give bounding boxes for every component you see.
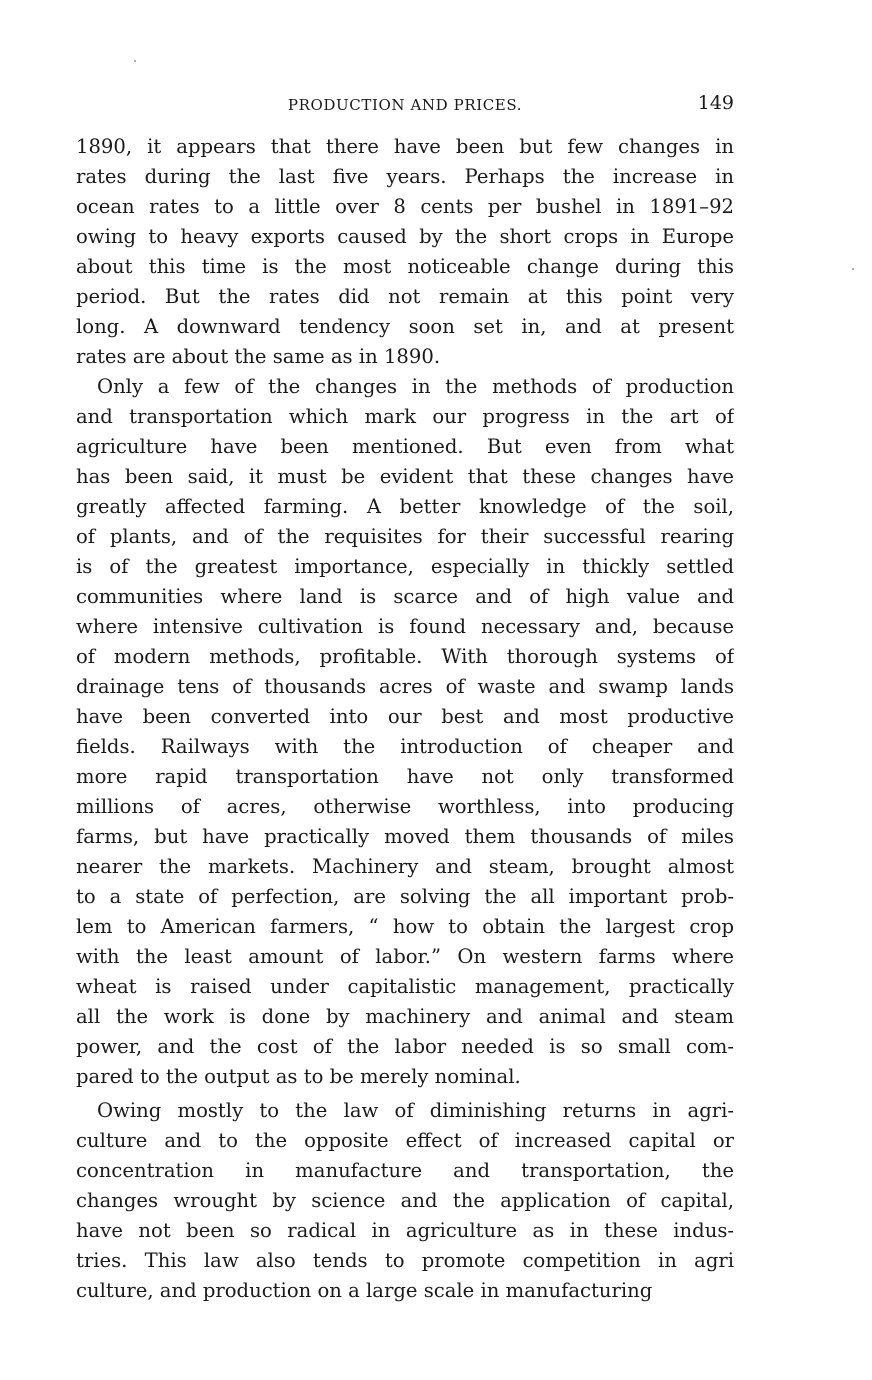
text-line: with the least amount of labor.” On western farms where — [76, 945, 734, 968]
text-line: of plants, and of the requisites for their successful rearing — [76, 525, 734, 548]
text-line: more rapid transportation have not only transformed — [76, 765, 734, 788]
text-line: owing to heavy exports caused by the short crops in Europe — [76, 225, 734, 248]
text-line: wheat is raised under capitalistic management, practically — [76, 975, 734, 998]
text-line: fields. Railways with the introduction of cheaper and — [76, 735, 734, 758]
text-line: Owing mostly to the law of diminishing returns in agri- — [97, 1099, 734, 1122]
paragraph-2 — [76, 372, 734, 1092]
text-line: pared to the output as to be merely nominal. — [76, 1065, 521, 1088]
running-title: PRODUCTION AND PRICES. — [287, 96, 523, 114]
text-line: concentration in manufacture and transportation, the — [76, 1159, 734, 1182]
text-line: Only a few of the changes in the methods of production — [97, 375, 734, 398]
text-line: has been said, it must be evident that these changes have — [76, 465, 734, 488]
text-line: communities where land is scarce and of high value and — [76, 585, 734, 608]
text-line: tries. This law also tends to promote competition in agri — [76, 1249, 734, 1272]
text-line: ocean rates to a little over 8 cents per bushel in 1891–92 — [76, 195, 734, 218]
text-line: rates during the last five years. Perhaps the increase in — [76, 165, 734, 188]
text-line: long. A downward tendency soon set in, and at present — [76, 315, 734, 338]
text-line: agriculture have been mentioned. But even from what — [76, 435, 734, 458]
running-header — [76, 92, 734, 116]
text-line: period. But the rates did not remain at this point very — [76, 285, 734, 308]
text-line: about this time is the most noticeable change during this — [76, 255, 734, 278]
text-line: and transportation which mark our progress in the art of — [76, 405, 734, 428]
text-line: all the work is done by machinery and animal and steam — [76, 1005, 734, 1028]
text-line: drainage tens of thousands acres of waste and swamp lands — [76, 675, 734, 698]
text-line: millions of acres, otherwise worthless, into producing — [76, 795, 734, 818]
text-line: to a state of perfection, are solving the all important prob- — [76, 885, 734, 908]
paper-speck — [852, 268, 854, 270]
text-line: power, and the cost of the labor needed is so small com- — [76, 1035, 734, 1058]
text-line: farms, but have practically moved them thousands of miles — [76, 825, 734, 848]
text-line: 1890, it appears that there have been but few changes in — [76, 135, 734, 158]
text-line: of modern methods, profitable. With thorough systems of — [76, 645, 734, 668]
text-line: is of the greatest importance, especially in thickly settled — [76, 555, 734, 578]
page-number: 149 — [697, 92, 734, 114]
text-line: changes wrought by science and the application of capital, — [76, 1189, 734, 1212]
paragraph-3 — [76, 1096, 734, 1306]
text-line: have been converted into our best and most productive — [76, 705, 734, 728]
text-line: where intensive cultivation is found necessary and, because — [76, 615, 734, 638]
text-line: rates are about the same as in 1890. — [76, 345, 441, 368]
text-line: greatly affected farming. A better knowledge of the soil, — [76, 495, 734, 518]
text-line: culture and to the opposite effect of increased capital or — [76, 1129, 734, 1152]
text-line: culture, and production on a large scale in manufacturing — [76, 1279, 653, 1302]
text-line: lem to American farmers, “ how to obtain the largest crop — [76, 915, 734, 938]
text-line: nearer the markets. Machinery and steam, brought almost — [76, 855, 734, 878]
paper-speck — [134, 60, 136, 62]
body-text — [76, 132, 734, 1306]
paragraph-1 — [76, 132, 734, 372]
text-line: have not been so radical in agriculture as in these indus- — [76, 1219, 734, 1242]
